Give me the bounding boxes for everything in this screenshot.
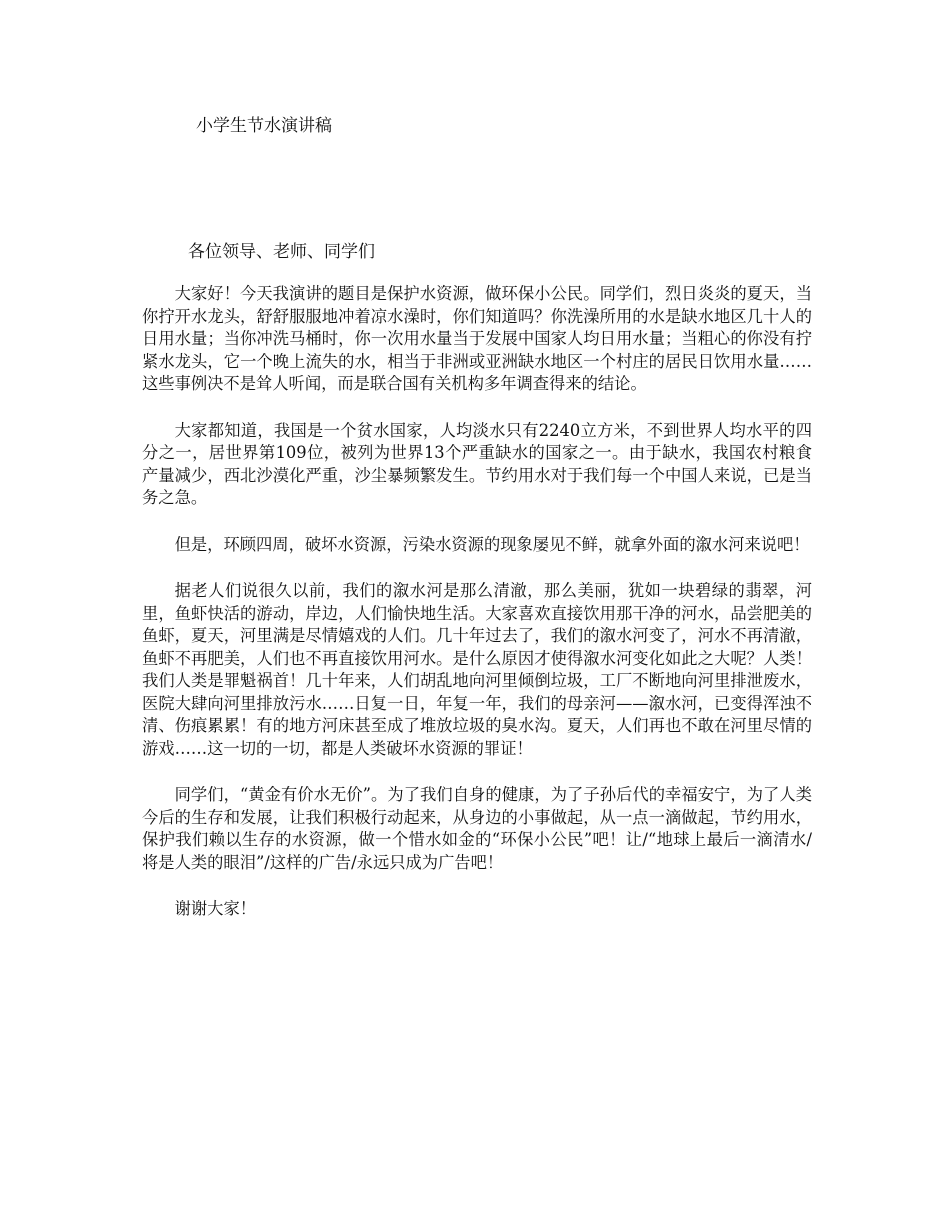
paragraph-water-shortage: 大家都知道，我国是一个贫水国家，人均淡水只有2240立方米，不到世界人均水平的四分之一，居世界第109位，被列为世界13个严重缺水的国家之一。由于缺水，我国农村粮食产量减少，西北沙漠化严重，沙尘暴频繁发生。节约用水对于我们每一个中国人来说，已是当务之急。 bbox=[142, 420, 812, 507]
paragraph-call-to-action: 同学们，“黄金有价水无价”。为了我们自身的健康，为了子孙后代的幸福安宁，为了人类今后的生存和发展，让我们积极行动起来，从身边的小事做起，从一点一滴做起，节约用水，保护我们赖以生存的水资源，做一个惜水如金的“环保小公民”吧！让/“地球上最后一滴清水/将是人类的眼泪”/这样的广告/永远只成为广告吧！ bbox=[142, 785, 812, 872]
paragraph-pollution: 但是，环顾四周，破坏水资源，污染水资源的现象屡见不鲜，就拿外面的溆水河来说吧！ bbox=[174, 534, 810, 554]
paragraph-river-history: 据老人们说很久以前，我们的溆水河是那么清澈，那么美丽，犹如一块碧绿的翡翠，河里，鱼虾快活的游动，岸边，人们愉快地生活。大家喜欢直接饮用那干净的河水，品尝肥美的鱼虾，夏天，河里满是尽情嬉戏的人们。几十年过去了，我们的溆水河变了，河水不再清澈，鱼虾不再肥美，人们也不再直接饮用河水。是什么原因才使得溆水河变化如此之大呢？人类！我们人类是罪魁祸首！几十年来，人们胡乱地向河里倾倒垃圾，工厂不断地向河里排泄废水，医院大肆向河里排放污水……日复一日，年复一年，我们的母亲河——溆水河，已变得浑浊不清、伤痕累累！有的地方河床甚至成了堆放垃圾的臭水沟。夏天，人们再也不敢在河里尽情的游戏……这一切的一切，都是人类破坏水资源的罪证！ bbox=[142, 581, 812, 758]
document-title: 小学生节水演讲稿 bbox=[196, 116, 332, 136]
paragraph-greeting: 大家好！今天我演讲的题目是保护水资源，做环保小公民。同学们，烈日炎炎的夏天，当你拧开水龙头，舒舒服服地冲着凉水澡时，你们知道吗？你洗澡所用的水是缺水地区几十人的日用水量；当你冲洗马桶时，你一次用水量当于发展中国家人均日用水量；当粗心的你没有拧紧水龙头，它一个晚上流失的水，相当于非洲或亚洲缺水地区一个村庄的居民日饮用水量……这些事例决不是耸人听闻，而是联合国有关机构多年调查得来的结论。 bbox=[142, 284, 812, 393]
paragraph-thanks: 谢谢大家！ bbox=[174, 899, 257, 918]
salutation: 各位领导、老师、同学们 bbox=[188, 242, 375, 262]
speech-body bbox=[142, 283, 812, 945]
